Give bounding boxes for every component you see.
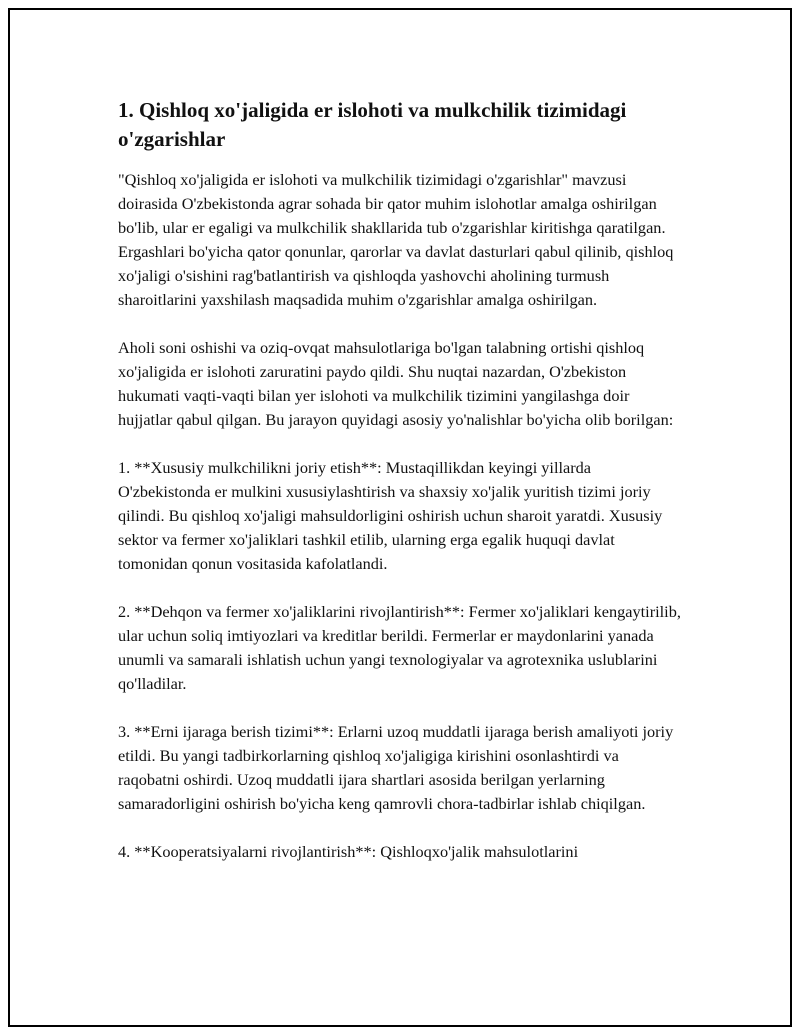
list-item-land-lease: 3. **Erni ijaraga berish tizimi**: Erlarni uzoq muddatli ijaraga berish amaliyoti joriy etildi. Bu yangi tadbirkorlarning qishloq xo'jaligiga kirishini osonlashtirdi va raqobatni oshirdi. Uzoq muddatli ijara shartlari asosida berilgan yerlarning samaradorligini oshirish bo'yicha keng qamrovli chora-tadbirlar ishlab chiqilgan.: [118, 722, 674, 813]
document-body: [118, 96, 684, 888]
paragraph-intro: "Qishloq xo'jaligida er islohoti va mulkchilik tizimidagi o'zgarishlar" mavzusi doirasida O'zbekistonda agrar sohada bir qator muhim islohotlar amalga oshirilgan bo'lib, ular er egaligi va mulkchilik shakllarida tub o'zgarishlar kiritishga qaratilgan. Ergashlari bo'yicha qator qonunlar, qarorlar va davlat dasturlari qabul qilinib, qishloq xo'jaligi o'sishini rag'batlantirish va qishloqda yashovchi aholining turmush sharoitlarini yaxshilash maqsadida muhim o'zgarishlar amalga oshirilgan.: [118, 170, 674, 309]
document-title: 1. Qishloq xo'jaligida er islohoti va mulkchilik tizimidagi o'zgarishlar: [118, 98, 627, 151]
list-item-farm-development: 2. **Dehqon va fermer xo'jaliklarini rivojlantirish**: Fermer xo'jaliklari kengaytirilib, ular uchun soliq imtiyozlari va kreditlar berildi. Fermerlar er maydonlarini yanada unumli va samarali ishlatish uchun yangi texnologiyalar va agrotexnika uslublarini qo'lladilar.: [118, 602, 681, 693]
list-item-private-ownership: 1. **Xususiy mulkchilikni joriy etish**: Mustaqillikdan keyingi yillarda O'zbekistonda er mulkini xususiylashtirish va shaxsiy xo'jalik yuritish tizimi joriy qilindi. Bu qishloq xo'jaligi mahsuldorligini oshirish uchun sharoit yaratdi. Xususiy sektor va fermer xo'jaliklari tashkil etilib, ularning erga egalik huquqi davlat tomonidan qonun vositasida kafolatlandi.: [118, 458, 663, 573]
page-frame: [8, 8, 792, 1027]
paragraph-context: Aholi soni oshishi va oziq-ovqat mahsulotlariga bo'lgan talabning ortishi qishloq xo'jaligida er islohoti zaruratini paydo qildi. Shu nuqtai nazardan, O'zbekiston hukumati vaqti-vaqti bilan yer islohoti va mulkchilik tizimini yangilashga doir hujjatlar qabul qilgan. Bu jarayon quyidagi asosiy yo'nalishlar bo'yicha olib borilgan:: [118, 338, 674, 429]
list-item-cooperatives: 4. **Kooperatsiyalarni rivojlantirish**: Qishloqxo'jalik mahsulotlarini: [118, 842, 579, 861]
